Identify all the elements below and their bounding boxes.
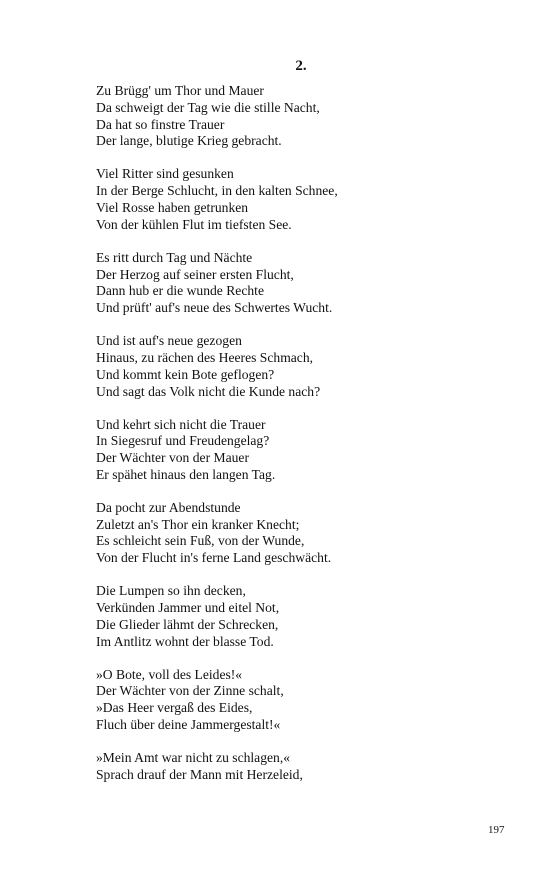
verse-line: Da schweigt der Tag wie die stille Nacht, <box>96 99 320 115</box>
verse-line: Und kommt kein Bote geflogen? <box>96 366 275 382</box>
stanza <box>96 166 516 233</box>
verse-line: Es ritt durch Tag und Nächte <box>96 249 253 265</box>
verse-line: Zu Brügg' um Thor und Mauer <box>96 83 264 98</box>
verse-line: Im Antlitz wohnt der blasse Tod. <box>96 633 274 649</box>
verse-line: In Siegesruf und Freudengelag? <box>96 433 270 449</box>
verse-line: Da pocht zur Abendstunde <box>96 499 241 515</box>
poem <box>96 83 516 800</box>
verse-line: Und sagt das Volk nicht die Kunde nach? <box>96 383 321 399</box>
verse-line: Verkünden Jammer und eitel Not, <box>96 600 280 616</box>
verse-line: Von der kühlen Flut im tiefsten See. <box>96 216 292 232</box>
stanza <box>96 417 516 484</box>
verse-line: Da hat so finstre Trauer <box>96 116 225 132</box>
verse-line: Fluch über deine Jammergestalt!« <box>96 717 281 733</box>
verse-line: Und kehrt sich nicht die Trauer <box>96 416 266 432</box>
verse-line: Viel Ritter sind gesunken <box>96 166 234 182</box>
verse-line: Viel Rosse haben getrunken <box>96 199 249 215</box>
stanza <box>96 500 516 567</box>
verse-line: Der Wächter von der Zinne schalt, <box>96 683 284 699</box>
section-heading: 2. <box>295 58 307 74</box>
verse-line: Dann hub er die wunde Rechte <box>96 283 264 299</box>
stanza <box>96 667 516 734</box>
verse-line: Der Wächter von der Mauer <box>96 450 249 466</box>
verse-line: Hinaus, zu rächen des Heeres Schmach, <box>96 349 314 365</box>
verse-line: Zuletzt an's Thor ein kranker Knecht; <box>96 516 300 532</box>
verse-line: Es schleicht sein Fuß, von der Wunde, <box>96 533 305 549</box>
stanza <box>96 250 516 317</box>
verse-line: Und ist auf's neue gezogen <box>96 333 242 349</box>
stanza <box>96 333 516 400</box>
verse-line: Von der Flucht in's ferne Land geschwächt. <box>96 550 332 566</box>
stanza <box>96 83 516 150</box>
verse-line: Und prüft' auf's neue des Schwertes Wucht. <box>96 300 333 316</box>
verse-line: »Das Heer vergaß des Eides, <box>96 700 253 716</box>
verse-line: Die Lumpen so ihn decken, <box>96 583 246 599</box>
verse-line: Der lange, blutige Krieg gebracht. <box>96 133 282 149</box>
stanza <box>96 750 516 784</box>
stanza <box>96 583 516 650</box>
verse-line: »Mein Amt war nicht zu schlagen,« <box>96 750 291 765</box>
verse-line: »O Bote, voll des Leides!« <box>96 666 243 682</box>
verse-line: In der Berge Schlucht, in den kalten Schnee, <box>96 183 338 199</box>
verse-line: Sprach drauf der Mann mit Herzeleid, <box>96 766 303 782</box>
verse-line: Die Glieder lähmt der Schrecken, <box>96 616 279 632</box>
verse-line: Er spähet hinaus den langen Tag. <box>96 466 276 482</box>
verse-line: Der Herzog auf seiner ersten Flucht, <box>96 266 294 282</box>
page-number: 197 <box>488 824 505 836</box>
